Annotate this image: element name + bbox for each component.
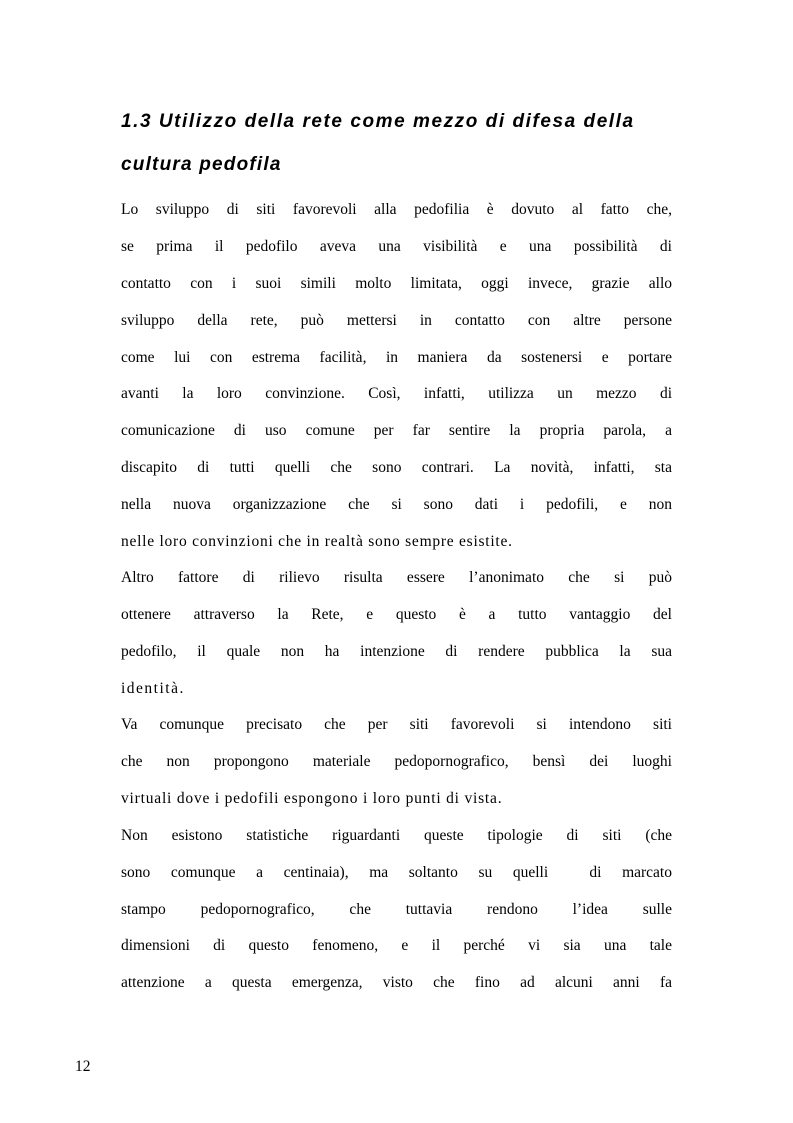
body-line: virtuali dove i pedofili espongono i loro punti di vista. <box>121 790 503 807</box>
body-line: se prima il pedofilo aveva una visibilità e una possibilità di <box>121 238 672 255</box>
body-line: attenzione a questa emergenza, visto che fino ad alcuni anni fa <box>121 974 672 991</box>
body-line: stampo pedopornografico, che tuttavia rendono l’idea sulle <box>121 901 672 918</box>
body-line: dimensioni di questo fenomeno, e il perché vi sia una tale <box>121 937 672 954</box>
body-line: discapito di tutti quelli che sono contrari. La novità, infatti, sta <box>121 459 672 476</box>
body-line: ottenere attraverso la Rete, e questo è a tutto vantaggio del <box>121 606 672 623</box>
body-line: contatto con i suoi simili molto limitata, oggi invece, grazie allo <box>121 275 672 292</box>
body-line: Lo sviluppo di siti favorevoli alla pedofilia è dovuto al fatto che, <box>121 201 672 218</box>
body-line: nella nuova organizzazione che si sono dati i pedofili, e non <box>121 496 672 513</box>
body-line: comunicazione di uso comune per far sentire la propria parola, a <box>121 422 672 439</box>
body-line: che non propongono materiale pedopornografico, bensì dei luoghi <box>121 753 672 770</box>
section-heading-line-2: cultura pedofila <box>121 154 282 175</box>
body-line: pedofilo, il quale non ha intenzione di rendere pubblica la sua <box>121 643 672 660</box>
section-heading-line-1: 1.3 Utilizzo della rete come mezzo di difesa della <box>121 111 635 132</box>
body-line: Altro fattore di rilievo risulta essere l’anonimato che si può <box>121 569 672 586</box>
body-line: Va comunque precisato che per siti favorevoli si intendono siti <box>121 716 672 733</box>
body-line: identità. <box>121 680 185 697</box>
body-line: sviluppo della rete, può mettersi in contatto con altre persone <box>121 312 672 329</box>
page-number: 12 <box>75 1058 91 1075</box>
body-line: sono comunque a centinaia), ma soltanto su quelli di marcato <box>121 864 672 881</box>
body-line: Non esistono statistiche riguardanti queste tipologie di siti (che <box>121 827 672 844</box>
body-line: avanti la loro convinzione. Così, infatti, utilizza un mezzo di <box>121 385 672 402</box>
body-line: come lui con estrema facilità, in maniera da sostenersi e portare <box>121 349 672 366</box>
body-line: nelle loro convinzioni che in realtà sono sempre esistite. <box>121 533 513 550</box>
